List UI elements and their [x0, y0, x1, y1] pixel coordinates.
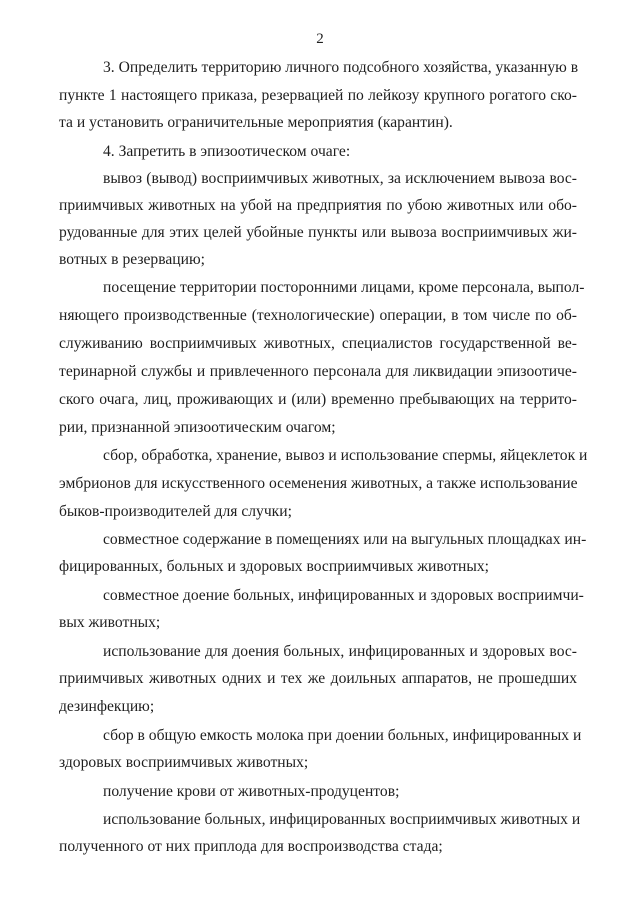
text-line: вотных в резервацию; — [59, 251, 205, 268]
text-line: сбор в общую емкость молока при доении больных, инфицированных и — [103, 727, 582, 744]
text-line: 3. Определить территорию личного подсобного хозяйства, указанную в — [103, 59, 579, 76]
text-line: няющего производственные (технологические) операции, в том числе по об- — [59, 307, 577, 324]
text-line: использование для доения больных, инфицированных и здоровых вос- — [103, 643, 577, 660]
text-line: дезинфекцию; — [59, 698, 155, 715]
text-line: фицированных, больных и здоровых восприимчивых животных; — [59, 558, 490, 575]
text-line: та и установить ограничительные мероприятия (карантин). — [59, 114, 453, 131]
text-line: совместное содержание в помещениях или на выгульных площадках ин- — [103, 531, 587, 548]
text-line: теринарной службы и привлеченного персонала для ликвидации эпизоотиче- — [59, 363, 577, 380]
text-line: здоровых восприимчивых животных; — [59, 754, 309, 771]
text-line: ского очага, лиц, проживающих и (или) временно пребывающих на террито- — [59, 391, 577, 408]
text-line: полученного от них приплода для воспроизводства стада; — [59, 838, 443, 855]
text-line: эмбрионов для искусственного осеменения животных, а также использование — [59, 475, 578, 492]
text-line: приимчивых животных на убой на предприятия по убою животных или обо- — [59, 197, 577, 214]
text-line: приимчивых животных одних и тех же доильных аппаратов, не прошедших — [59, 670, 577, 687]
text-line: сбор, обработка, хранение, вывоз и использование спермы, яйцеклеток и — [103, 447, 588, 464]
page-number: 2 — [316, 31, 324, 47]
text-line: вывоз (вывод) восприимчивых животных, за исключением вывоза вос- — [103, 170, 577, 187]
text-line: использование больных, инфицированных восприимчивых животных и — [103, 811, 581, 828]
text-line: совместное доение больных, инфицированных и здоровых восприимчи- — [103, 587, 584, 604]
text-line: пункте 1 настоящего приказа, резервацией по лейкозу крупного рогатого ско- — [59, 87, 577, 104]
text-line: посещение территории посторонними лицами, кроме персонала, выпол- — [103, 279, 585, 296]
text-line: получение крови от животных-продуцентов; — [103, 783, 400, 800]
text-line: вых животных; — [59, 614, 161, 631]
text-line: быков-производителей для случки; — [59, 503, 292, 520]
text-line: рудованные для этих целей убойные пункты или вывоза восприимчивых жи- — [59, 224, 577, 241]
text-line: рии, признанной эпизоотическим очагом; — [59, 419, 336, 436]
text-line: служиванию восприимчивых животных, специалистов государственной ве- — [59, 335, 577, 352]
text-line: 4. Запретить в эпизоотическом очаге: — [103, 143, 351, 160]
